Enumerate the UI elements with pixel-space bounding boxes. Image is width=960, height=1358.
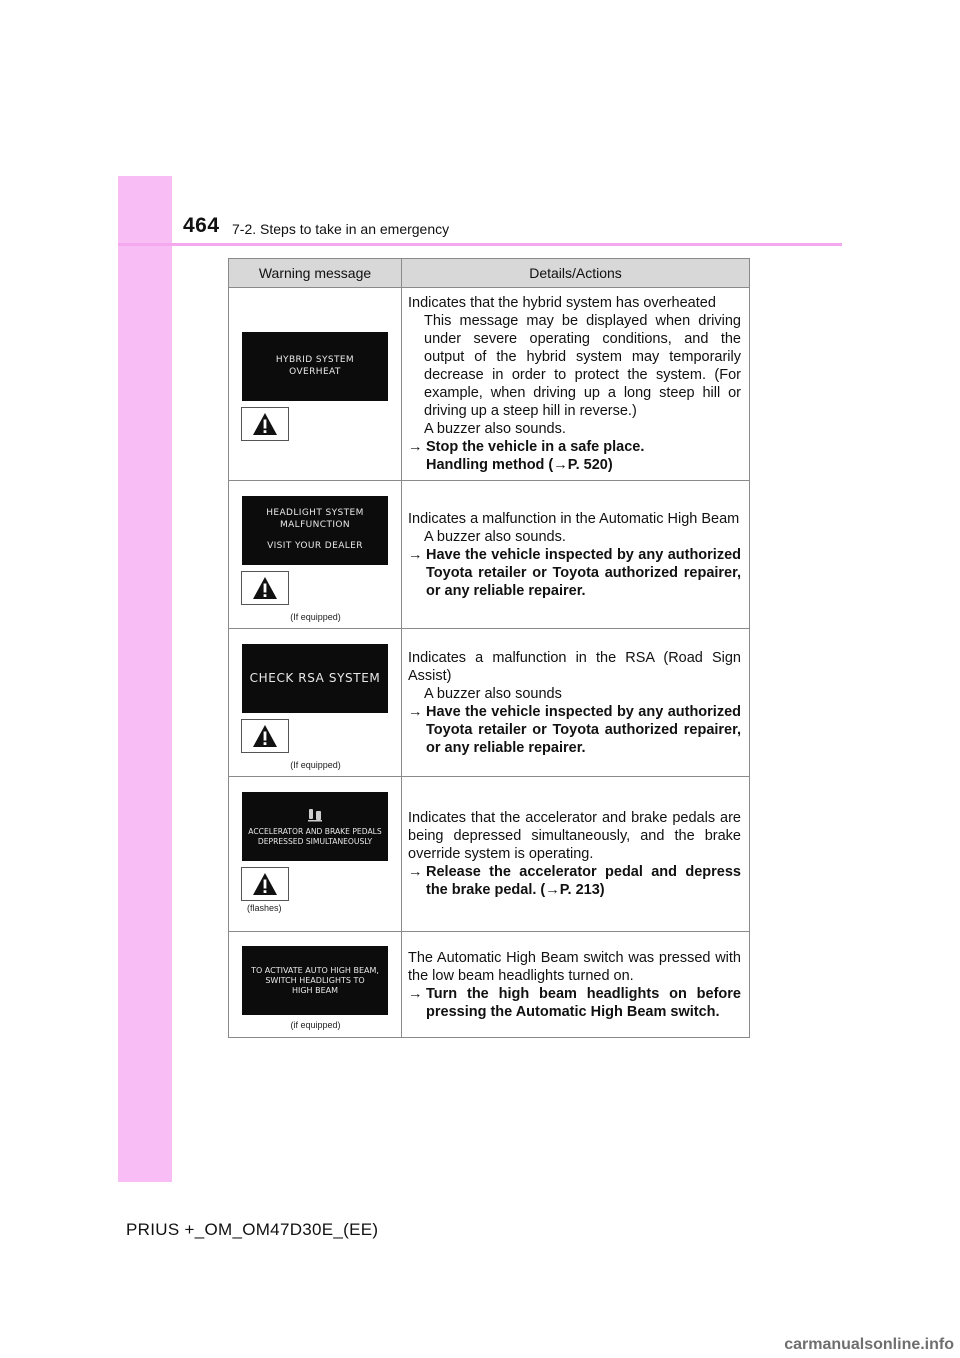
right-arrow-icon: → [408,546,423,563]
warning-triangle-icon [252,412,278,436]
details-cell [402,932,750,1038]
master-warning-indicator [241,407,289,441]
table-row [229,932,750,1038]
warning-table [228,258,750,1038]
warning-message-cell [229,629,402,777]
display-screen [242,792,388,861]
display-line: CHECK RSA SYSTEM [249,670,381,685]
details-title: The Automatic High Beam switch was pressed with the low beam headlights turned on. [408,949,741,984]
display-line: MALFUNCTION [279,519,351,530]
warning-message-cell [229,481,402,629]
pedal-icon [307,807,323,823]
warning-message-cell [229,288,402,481]
table-row [229,777,750,932]
action-text-secondary: Handling method (→P. 520) [426,457,613,473]
watermark: carmanualsonline.info [784,1336,954,1353]
warning-triangle-icon [252,872,278,896]
action-text: → Have the vehicle inspected by any authorized Toyota retailer or Toyota authorized repairer, or any reliable repairer. [408,703,741,756]
page-number: 464 [183,214,220,237]
details-body: This message may be displayed when driving under severe operating conditions, and the output of the hybrid system may temporarily decrease in order to protect the system. (For example, when driving up a long steep hill or driving up a steep hill in reverse.) [424,313,741,419]
action-text: → Have the vehicle inspected by any authorized Toyota retailer or Toyota authorized repairer, or any reliable repairer. [408,546,741,599]
document-code: PRIUS +_OM_OM47D30E_(EE) [126,1220,379,1239]
equipment-note: (If equipped) [290,612,341,622]
display-line: OVERHEAT [289,366,341,377]
display-screen [242,332,388,401]
section-title: 7-2. Steps to take in an emergency [232,221,450,237]
warning-triangle-icon [252,724,278,748]
display-screen [242,496,388,565]
display-line: ACCELERATOR AND BRAKE PEDALS [248,826,382,836]
details-title: Indicates a malfunction in the Automatic High Beam [408,510,740,527]
details-title: Indicates that the hybrid system has overheated [408,295,716,311]
table-header-row [229,259,750,288]
right-arrow-icon: → [408,985,423,1002]
details-cell [402,629,750,777]
table-row [229,288,750,481]
warning-message-cell [229,777,402,932]
action-text: → Release the accelerator pedal and depress the brake pedal. (→P. 213) [408,864,741,898]
details-cell [402,288,750,481]
display-line: DEPRESSED SIMULTANEOUSLY [257,836,373,846]
table-row [229,629,750,777]
right-arrow-icon: → [408,439,423,455]
master-warning-indicator [241,719,289,753]
display-line: HEADLIGHT SYSTEM [266,508,364,519]
display-line: VISIT YOUR DEALER [267,541,363,552]
details-cell [402,481,750,629]
display-line: TO ACTIVATE AUTO HIGH BEAM, [251,965,379,975]
buzzer-note: A buzzer also sounds. [424,421,566,437]
right-arrow-icon: → [408,703,423,720]
column-header-details: Details/Actions [402,259,750,288]
action-text: → Turn the high beam headlights on before pressing the Automatic High Beam switch. [408,985,741,1020]
action-text: → Stop the vehicle in a safe place. [408,439,645,455]
equipment-note: (If equipped) [290,760,341,770]
display-screen [242,644,388,713]
side-tab-band [118,176,172,1182]
display-line: SWITCH HEADLIGHTS TO [265,975,365,985]
display-screen [242,946,388,1015]
details-cell [402,777,750,932]
right-arrow-icon: → [408,864,423,880]
flashes-note: (flashes) [247,903,282,913]
header-rule [118,243,842,246]
buzzer-note: A buzzer also sounds. [424,528,566,545]
warning-message-cell [229,932,402,1038]
master-warning-indicator [241,867,289,901]
table-row [229,481,750,629]
column-header-message: Warning message [229,259,402,288]
warning-triangle-icon [252,576,278,600]
buzzer-note: A buzzer also sounds [424,685,562,702]
display-line: HYBRID SYSTEM [275,355,355,365]
details-title: Indicates that the accelerator and brake pedals are being depressed simultaneously, and the brake override system is operating. [408,810,741,862]
details-title: Indicates a malfunction in the RSA (Road Sign Assist) [408,649,741,684]
display-line: HIGH BEAM [291,985,339,995]
equipment-note: (if equipped) [290,1020,341,1030]
master-warning-indicator [241,571,289,605]
